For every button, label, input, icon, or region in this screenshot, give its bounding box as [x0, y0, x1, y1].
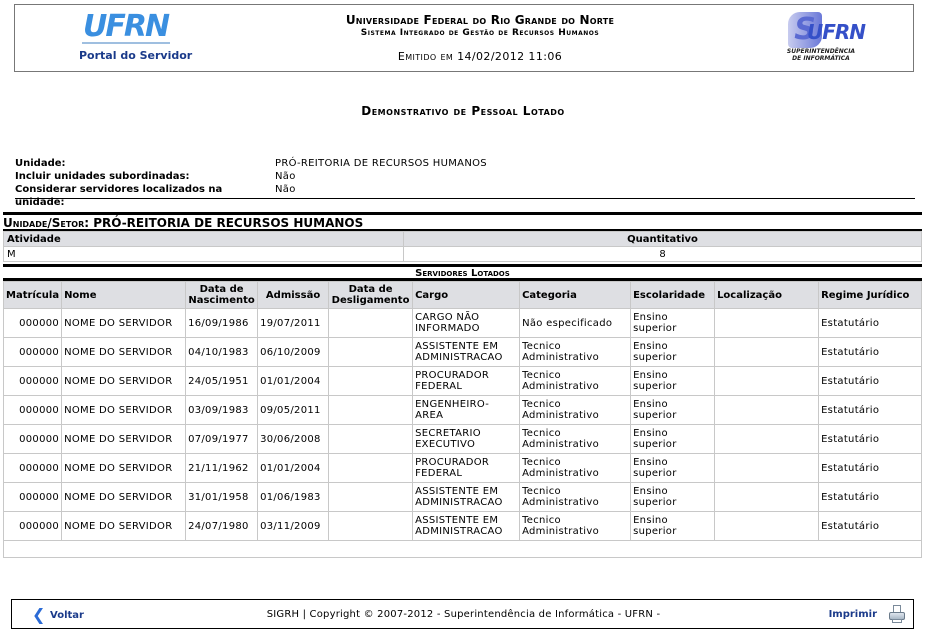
report-header: [14, 4, 914, 72]
cell-cargo: ENGENHEIRO-AREA: [413, 396, 520, 425]
cell-desligamento: [329, 309, 413, 338]
col-localizacao: Localização: [715, 282, 819, 309]
filter-label: Considerar servidores localizados na unidade:: [15, 184, 223, 208]
cell-admissao: 01/01/2004: [258, 367, 329, 396]
table-row: [4, 367, 922, 396]
table-row: [4, 512, 922, 541]
sinfo-line1: SUPERINTENDÊNCIA: [786, 48, 856, 55]
servidores-title: Servidores Lotados: [3, 267, 922, 281]
ufrn-logo-text: UFRN: [83, 9, 169, 44]
filter-value: Não: [275, 184, 296, 195]
col-atividade: Atividade: [4, 232, 404, 247]
cell-desligamento: [329, 338, 413, 367]
filter-row: [15, 183, 915, 208]
emission-date: Emitido em 14/02/2012 11:06: [397, 50, 563, 63]
cell-cargo: PROCURADOR FEDERAL: [413, 367, 520, 396]
cell-desligamento: [329, 367, 413, 396]
cell-cargo: ASSISTENTE EM ADMINISTRACAO: [413, 483, 520, 512]
cell-escolaridade: Ensino superior: [631, 338, 715, 367]
cell-cargo: ASSISTENTE EM ADMINISTRACAO: [413, 338, 520, 367]
table-header-row: [4, 282, 922, 309]
unidade-setor-section: [3, 212, 922, 262]
header-title-block: [315, 13, 645, 63]
cell-regime: Estatutário: [819, 454, 922, 483]
cell-cargo: SECRETARIO EXECUTIVO: [413, 425, 520, 454]
table-row: [4, 396, 922, 425]
cell-escolaridade: Ensino superior: [631, 483, 715, 512]
cell-categoria: Tecnico Administrativo: [520, 425, 631, 454]
col-quantitativo: Quantitativo: [404, 232, 922, 247]
cell-regime: Estatutário: [819, 396, 922, 425]
cell-admissao: 01/06/1983: [258, 483, 329, 512]
col-desligamento: Data de Desligamento: [329, 282, 413, 309]
cell-desligamento: [329, 396, 413, 425]
col-nascimento: Data de Nascimento: [186, 282, 258, 309]
cell-nascimento: 04/10/1983: [186, 338, 258, 367]
sinfo-logo: [785, 12, 866, 62]
cell-atividade: M: [4, 247, 404, 262]
cell-admissao: 06/10/2009: [258, 338, 329, 367]
cell-quantitativo: 8: [404, 247, 922, 262]
ufrn-logo: [70, 9, 200, 62]
cell-localizacao: [715, 512, 819, 541]
cell-nome: NOME DO SERVIDOR: [62, 367, 186, 396]
table-row: [4, 247, 922, 262]
cell-matricula: 000000: [4, 512, 62, 541]
cell-categoria: Tecnico Administrativo: [520, 512, 631, 541]
footer: [11, 599, 914, 629]
cell-nome: NOME DO SERVIDOR: [62, 483, 186, 512]
cell-localizacao: [715, 309, 819, 338]
cell-escolaridade: Ensino superior: [631, 309, 715, 338]
cell-categoria: Tecnico Administrativo: [520, 338, 631, 367]
back-label: Voltar: [50, 609, 84, 621]
cell-regime: Estatutário: [819, 338, 922, 367]
sinfo-line2: DE INFORMÁTICA: [792, 55, 850, 62]
servidores-body: [4, 309, 922, 558]
cell-nascimento: 24/05/1951: [186, 367, 258, 396]
cell-matricula: 000000: [4, 338, 62, 367]
cell-categoria: Tecnico Administrativo: [520, 454, 631, 483]
cell-desligamento: [329, 512, 413, 541]
col-regime: Regime Jurídico: [819, 282, 922, 309]
empty-cell: [4, 541, 922, 558]
cell-desligamento: [329, 425, 413, 454]
cell-admissao: 30/06/2008: [258, 425, 329, 454]
cell-matricula: 000000: [4, 483, 62, 512]
table-row: [4, 309, 922, 338]
cell-nascimento: 03/09/1983: [186, 396, 258, 425]
cell-cargo: PROCURADOR FEDERAL: [413, 454, 520, 483]
filter-row: [15, 157, 915, 170]
cell-regime: Estatutário: [819, 309, 922, 338]
servidores-section: [3, 264, 922, 558]
cell-desligamento: [329, 454, 413, 483]
cell-localizacao: [715, 454, 819, 483]
cell-cargo: CARGO NÃO INFORMADO: [413, 309, 520, 338]
col-cargo: Cargo: [413, 282, 520, 309]
cell-localizacao: [715, 396, 819, 425]
printer-icon: [889, 605, 905, 623]
cell-nome: NOME DO SERVIDOR: [62, 396, 186, 425]
cell-categoria: Tecnico Administrativo: [520, 483, 631, 512]
cell-escolaridade: Ensino superior: [631, 396, 715, 425]
cell-admissao: 09/05/2011: [258, 396, 329, 425]
cell-escolaridade: Ensino superior: [631, 454, 715, 483]
atividade-table: [3, 231, 922, 262]
cell-matricula: 000000: [4, 454, 62, 483]
cell-regime: Estatutário: [819, 367, 922, 396]
cell-nome: NOME DO SERVIDOR: [62, 425, 186, 454]
cell-matricula: 000000: [4, 309, 62, 338]
servidores-table: [3, 281, 922, 558]
filter-value: Não: [275, 171, 296, 182]
cell-nome: NOME DO SERVIDOR: [62, 512, 186, 541]
system-name: Sistema Integrado de Gestão de Recursos Humanos: [360, 28, 600, 38]
filter-label: Incluir unidades subordinadas:: [15, 171, 190, 182]
cell-nome: NOME DO SERVIDOR: [62, 309, 186, 338]
cell-localizacao: [715, 483, 819, 512]
cell-categoria: Tecnico Administrativo: [520, 396, 631, 425]
cell-matricula: 000000: [4, 425, 62, 454]
cell-regime: Estatutário: [819, 483, 922, 512]
cell-desligamento: [329, 483, 413, 512]
filter-label: Unidade:: [15, 158, 66, 169]
cell-regime: Estatutário: [819, 425, 922, 454]
chevron-left-icon: ❮: [32, 605, 46, 624]
cell-escolaridade: Ensino superior: [631, 367, 715, 396]
filter-value: PRÓ-REITORIA DE RECURSOS HUMANOS: [275, 158, 487, 169]
cell-localizacao: [715, 367, 819, 396]
table-row: [4, 338, 922, 367]
portal-label: Portal do Servidor: [79, 49, 193, 62]
filter-row: [15, 170, 915, 183]
table-row: [4, 483, 922, 512]
copyright-text: SIGRH | Copyright © 2007-2012 - Superintendência de Informática - UFRN -: [266, 609, 661, 620]
cell-admissao: 03/11/2009: [258, 512, 329, 541]
col-categoria: Categoria: [520, 282, 631, 309]
table-header-row: [4, 232, 922, 247]
cell-regime: Estatutário: [819, 512, 922, 541]
cell-nascimento: 07/09/1977: [186, 425, 258, 454]
sinfo-logo-s: S: [788, 12, 822, 48]
cell-categoria: Tecnico Administrativo: [520, 367, 631, 396]
cell-matricula: 000000: [4, 396, 62, 425]
cell-escolaridade: Ensino superior: [631, 425, 715, 454]
table-row: [4, 425, 922, 454]
table-row: [4, 454, 922, 483]
cell-localizacao: [715, 425, 819, 454]
filter-summary: [15, 157, 915, 208]
cell-nascimento: 21/11/1962: [186, 454, 258, 483]
col-admissao: Admissão: [258, 282, 329, 309]
sinfo-logo-text: UFRN: [807, 20, 866, 44]
cell-nascimento: 24/07/1980: [186, 512, 258, 541]
cell-matricula: 000000: [4, 367, 62, 396]
cell-nascimento: 16/09/1986: [186, 309, 258, 338]
university-name: Universidade Federal do Rio Grande do Norte: [345, 13, 615, 27]
cell-localizacao: [715, 338, 819, 367]
col-matricula: Matrícula: [4, 282, 62, 309]
col-nome: Nome: [62, 282, 186, 309]
col-escolaridade: Escolaridade: [631, 282, 715, 309]
cell-nome: NOME DO SERVIDOR: [62, 338, 186, 367]
print-label: Imprimir: [828, 608, 877, 620]
unidade-setor-title: Unidade/Setor: PRÓ-REITORIA DE RECURSOS HUMANOS: [3, 215, 922, 231]
cell-escolaridade: Ensino superior: [631, 512, 715, 541]
report-title: Demonstrativo de Pessoal Lotado: [361, 104, 565, 118]
table-footer-row: [4, 541, 922, 558]
cell-categoria: Não especificado: [520, 309, 631, 338]
cell-nome: NOME DO SERVIDOR: [62, 454, 186, 483]
cell-cargo: ASSISTENTE EM ADMINISTRACAO: [413, 512, 520, 541]
print-button[interactable]: [829, 605, 905, 623]
cell-admissao: 01/01/2004: [258, 454, 329, 483]
cell-nascimento: 31/01/1958: [186, 483, 258, 512]
cell-admissao: 19/07/2011: [258, 309, 329, 338]
